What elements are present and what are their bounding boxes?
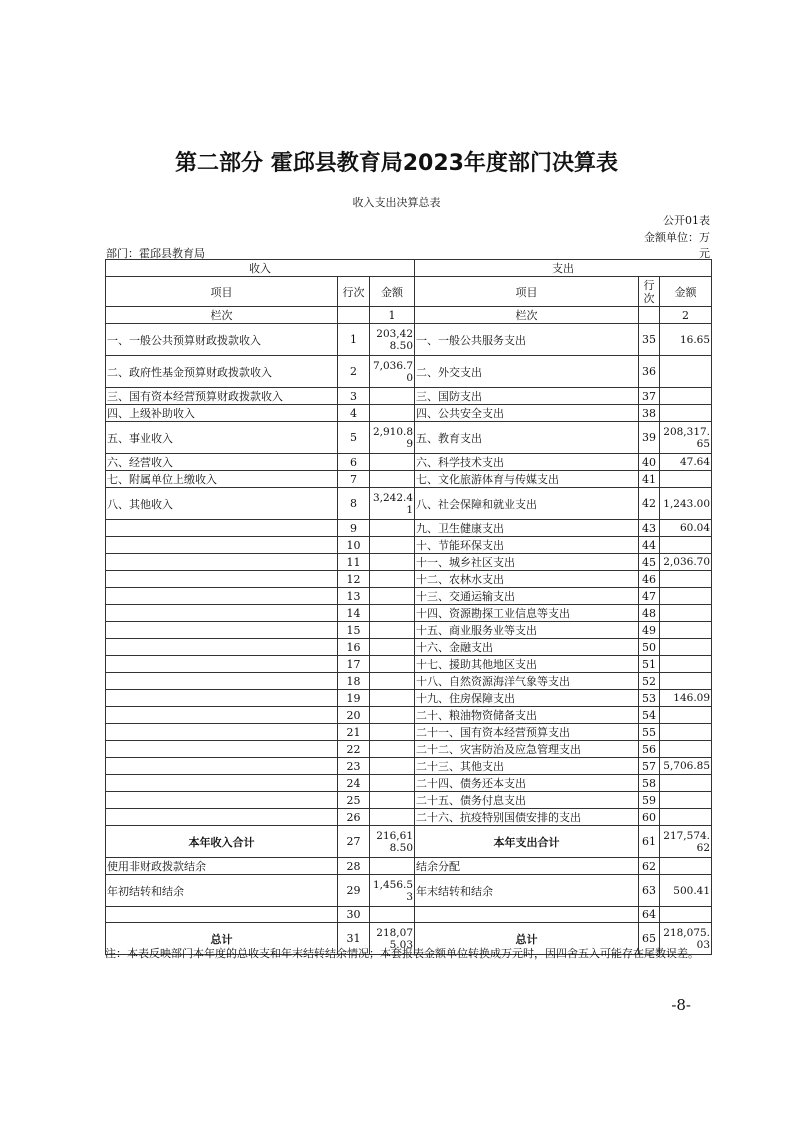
expense-line-no: 50	[639, 639, 660, 656]
expense-line-header: 行 次	[639, 277, 660, 307]
expense-amount: 5,706.85	[660, 758, 712, 775]
income-amount	[370, 537, 415, 554]
expense-total-amount	[660, 907, 712, 923]
income-amount	[370, 471, 415, 488]
income-amount	[370, 724, 415, 741]
expense-amount	[660, 724, 712, 741]
income-line-no: 19	[338, 690, 370, 707]
form-code: 公开01表	[663, 214, 710, 227]
income-amount	[370, 707, 415, 724]
table-row	[106, 588, 712, 605]
income-line-no: 25	[338, 792, 370, 809]
expense-item: 七、文化旅游体育与传媒支出	[415, 471, 639, 488]
table-body	[106, 260, 712, 955]
income-item	[106, 588, 338, 605]
expense-line-no: 57	[639, 758, 660, 775]
income-item	[106, 690, 338, 707]
income-item	[106, 792, 338, 809]
income-line-no: 23	[338, 758, 370, 775]
expense-item: 二十、粮油物资储备支出	[415, 707, 639, 724]
expense-total-line-no: 61	[639, 826, 660, 858]
expense-line-no: 52	[639, 673, 660, 690]
expense-amount	[660, 388, 712, 405]
income-amount	[370, 775, 415, 792]
unit-label: 金额单位：万	[644, 231, 710, 244]
income-amount: 3,242.41	[370, 488, 415, 520]
total-row	[106, 875, 712, 907]
income-total-amount: 218,075.03	[370, 923, 415, 955]
income-amount	[370, 571, 415, 588]
income-line-no: 24	[338, 775, 370, 792]
expense-total-line-no: 63	[639, 875, 660, 907]
income-item	[106, 656, 338, 673]
expense-item: 十五、商业服务业等支出	[415, 622, 639, 639]
expense-total-item: 年末结转和结余	[415, 875, 639, 907]
income-amount	[370, 758, 415, 775]
table-row	[106, 537, 712, 554]
table-row	[106, 809, 712, 826]
income-amount	[370, 405, 415, 422]
expense-line-no: 60	[639, 809, 660, 826]
table-row	[106, 775, 712, 792]
income-amount	[370, 792, 415, 809]
expense-total-item	[415, 907, 639, 923]
table-row	[106, 554, 712, 571]
income-amount-header: 金额	[370, 277, 415, 307]
expense-line-no: 46	[639, 571, 660, 588]
table-row	[106, 622, 712, 639]
expense-item: 十二、农林水支出	[415, 571, 639, 588]
expense-total-item: 本年支出合计	[415, 826, 639, 858]
table-row	[106, 454, 712, 471]
income-line-no: 1	[338, 324, 370, 356]
expense-line-no: 59	[639, 792, 660, 809]
expense-amount	[660, 656, 712, 673]
total-row	[106, 826, 712, 858]
expense-line-no: 54	[639, 707, 660, 724]
income-total-amount: 216,618.50	[370, 826, 415, 858]
income-item: 三、国有资本经营预算财政拨款收入	[106, 388, 338, 405]
income-item	[106, 520, 338, 537]
income-line-no: 6	[338, 454, 370, 471]
expense-line-no: 40	[639, 454, 660, 471]
table-row	[106, 656, 712, 673]
expense-total-amount: 217,574.62	[660, 826, 712, 858]
income-line-no: 8	[338, 488, 370, 520]
income-amount	[370, 605, 415, 622]
expense-amount	[660, 775, 712, 792]
expense-item: 八、社会保障和就业支出	[415, 488, 639, 520]
income-line-no: 22	[338, 741, 370, 758]
expense-line-no: 53	[639, 690, 660, 707]
expense-line-no: 49	[639, 622, 660, 639]
income-amount	[370, 690, 415, 707]
expense-line-no: 51	[639, 656, 660, 673]
expense-total-item: 总计	[415, 923, 639, 955]
income-amount	[370, 454, 415, 471]
expense-header: 支出	[415, 260, 712, 277]
expense-total-amount	[660, 858, 712, 875]
expense-line-no: 44	[639, 537, 660, 554]
income-line-no: 7	[338, 471, 370, 488]
income-line-no: 21	[338, 724, 370, 741]
income-item	[106, 622, 338, 639]
expense-line-no: 45	[639, 554, 660, 571]
income-amount	[370, 520, 415, 537]
income-amount: 203,428.50	[370, 324, 415, 356]
expense-amount	[660, 622, 712, 639]
income-item	[106, 571, 338, 588]
expense-item: 二十一、国有资本经营预算支出	[415, 724, 639, 741]
income-item: 四、上级补助收入	[106, 405, 338, 422]
expense-amount	[660, 537, 712, 554]
income-item	[106, 724, 338, 741]
income-total-line-no: 30	[338, 907, 370, 923]
income-amount	[370, 622, 415, 639]
income-item	[106, 605, 338, 622]
income-item	[106, 809, 338, 826]
expense-amount	[660, 588, 712, 605]
expense-total-line-no: 62	[639, 858, 660, 875]
expense-amount	[660, 605, 712, 622]
expense-total-line-no: 64	[639, 907, 660, 923]
expense-column-index: 栏次	[415, 307, 639, 324]
table-row	[106, 471, 712, 488]
income-amount: 2,910.89	[370, 422, 415, 454]
income-item: 八、其他收入	[106, 488, 338, 520]
expense-amount	[660, 792, 712, 809]
income-item: 一、一般公共预算财政拨款收入	[106, 324, 338, 356]
expense-line-no: 58	[639, 775, 660, 792]
income-line-no: 13	[338, 588, 370, 605]
expense-item: 十三、交通运输支出	[415, 588, 639, 605]
expense-item: 一、一般公共服务支出	[415, 324, 639, 356]
table-row	[106, 605, 712, 622]
table-row	[106, 405, 712, 422]
expense-amount	[660, 471, 712, 488]
income-line-header: 行次	[338, 277, 370, 307]
expense-item: 二、外交支出	[415, 356, 639, 388]
expense-item: 十一、城乡社区支出	[415, 554, 639, 571]
unit-label-cont: 元	[699, 247, 710, 260]
expense-amount: 146.09	[660, 690, 712, 707]
income-item	[106, 537, 338, 554]
footnote: 注：本表反映部门本年度的总收支和年末结转结余情况；本套报表金额单位转换成万元时，因四舍五入可能存在尾数误差。	[105, 947, 699, 960]
income-amount	[370, 656, 415, 673]
income-col1: 1	[370, 307, 415, 324]
income-line-no: 4	[338, 405, 370, 422]
expense-item: 二十三、其他支出	[415, 758, 639, 775]
expense-item: 二十六、抗疫特别国债安排的支出	[415, 809, 639, 826]
expense-amount	[660, 741, 712, 758]
income-item: 七、附属单位上缴收入	[106, 471, 338, 488]
income-total-line-no: 31	[338, 923, 370, 955]
expense-amount	[660, 356, 712, 388]
expense-amount	[660, 639, 712, 656]
table-row	[106, 707, 712, 724]
expense-amount	[660, 673, 712, 690]
income-item	[106, 707, 338, 724]
income-total-line-no: 29	[338, 875, 370, 907]
table-row	[106, 520, 712, 537]
empty-cell	[639, 307, 660, 324]
income-expense-table	[105, 259, 712, 955]
page-number: -8-	[671, 996, 691, 1014]
table-row	[106, 388, 712, 405]
expense-total-amount: 500.41	[660, 875, 712, 907]
expense-amount: 47.64	[660, 454, 712, 471]
expense-item: 十八、自然资源海洋气象等支出	[415, 673, 639, 690]
income-item	[106, 758, 338, 775]
expense-item: 九、卫生健康支出	[415, 520, 639, 537]
income-item	[106, 741, 338, 758]
income-total-amount	[370, 858, 415, 875]
income-line-no: 10	[338, 537, 370, 554]
expense-amount	[660, 707, 712, 724]
expense-item: 十七、援助其他地区支出	[415, 656, 639, 673]
expense-item: 十九、住房保障支出	[415, 690, 639, 707]
income-amount	[370, 741, 415, 758]
income-amount	[370, 588, 415, 605]
income-amount	[370, 809, 415, 826]
total-row	[106, 907, 712, 923]
income-line-no: 11	[338, 554, 370, 571]
table-row	[106, 571, 712, 588]
income-item	[106, 554, 338, 571]
expense-item: 三、国防支出	[415, 388, 639, 405]
income-total-item: 总计	[106, 923, 338, 955]
income-total-item: 使用非财政拨款结余	[106, 858, 338, 875]
expense-total-item: 结余分配	[415, 858, 639, 875]
section-header-row	[106, 260, 712, 277]
income-total-amount: 1,456.53	[370, 875, 415, 907]
expense-amount: 2,036.70	[660, 554, 712, 571]
expense-line-no: 56	[639, 741, 660, 758]
income-item	[106, 775, 338, 792]
expense-amount: 208,317.65	[660, 422, 712, 454]
income-item: 六、经营收入	[106, 454, 338, 471]
expense-line-no: 47	[639, 588, 660, 605]
table-row	[106, 724, 712, 741]
expense-line-no: 41	[639, 471, 660, 488]
expense-item: 六、科学技术支出	[415, 454, 639, 471]
expense-item: 十、节能环保支出	[415, 537, 639, 554]
table-row	[106, 422, 712, 454]
income-line-no: 20	[338, 707, 370, 724]
income-line-no: 12	[338, 571, 370, 588]
income-total-line-no: 28	[338, 858, 370, 875]
expense-line-no: 42	[639, 488, 660, 520]
income-item	[106, 639, 338, 656]
income-item-header: 项目	[106, 277, 338, 307]
empty-cell	[338, 307, 370, 324]
income-total-line-no: 27	[338, 826, 370, 858]
income-item: 五、事业收入	[106, 422, 338, 454]
table-row	[106, 356, 712, 388]
income-total-item: 本年收入合计	[106, 826, 338, 858]
income-total-amount	[370, 907, 415, 923]
income-amount: 7,036.70	[370, 356, 415, 388]
expense-line-no: 35	[639, 324, 660, 356]
expense-col2: 2	[660, 307, 712, 324]
income-item: 二、政府性基金预算财政拨款收入	[106, 356, 338, 388]
income-total-item	[106, 907, 338, 923]
expense-amount	[660, 809, 712, 826]
income-line-no: 2	[338, 356, 370, 388]
income-line-no: 5	[338, 422, 370, 454]
income-amount	[370, 639, 415, 656]
income-line-no: 16	[338, 639, 370, 656]
expense-amount-header: 金额	[660, 277, 712, 307]
income-header: 收入	[106, 260, 415, 277]
expense-amount: 1,243.00	[660, 488, 712, 520]
expense-line-no: 38	[639, 405, 660, 422]
expense-amount: 60.04	[660, 520, 712, 537]
expense-line-no: 48	[639, 605, 660, 622]
expense-line-no: 55	[639, 724, 660, 741]
income-line-no: 17	[338, 656, 370, 673]
expense-item: 十六、金融支出	[415, 639, 639, 656]
table-row	[106, 741, 712, 758]
income-amount	[370, 388, 415, 405]
income-line-no: 14	[338, 605, 370, 622]
column-index-row	[106, 307, 712, 324]
expense-amount: 16.65	[660, 324, 712, 356]
income-amount	[370, 673, 415, 690]
income-amount	[370, 554, 415, 571]
expense-total-line-no: 65	[639, 923, 660, 955]
table-subtitle: 收入支出决算总表	[352, 196, 441, 209]
expense-amount	[660, 405, 712, 422]
table-row	[106, 324, 712, 356]
expense-amount	[660, 571, 712, 588]
expense-total-amount: 218,075.03	[660, 923, 712, 955]
table-row	[106, 488, 712, 520]
income-line-no: 26	[338, 809, 370, 826]
income-column-index: 栏次	[106, 307, 338, 324]
table-row	[106, 639, 712, 656]
department-label: 部门：霍邱县教育局	[106, 247, 205, 260]
expense-item: 十四、资源勘探工业信息等支出	[415, 605, 639, 622]
expense-line-no: 43	[639, 520, 660, 537]
expense-item: 二十四、债务还本支出	[415, 775, 639, 792]
expense-item: 五、教育支出	[415, 422, 639, 454]
table-row	[106, 792, 712, 809]
expense-line-no: 39	[639, 422, 660, 454]
table-row	[106, 690, 712, 707]
expense-item: 二十二、灾害防治及应急管理支出	[415, 741, 639, 758]
income-line-no: 9	[338, 520, 370, 537]
column-header-row	[106, 277, 712, 307]
income-total-item: 年初结转和结余	[106, 875, 338, 907]
income-item	[106, 673, 338, 690]
expense-item: 四、公共安全支出	[415, 405, 639, 422]
expense-item: 二十五、债务付息支出	[415, 792, 639, 809]
income-line-no: 15	[338, 622, 370, 639]
page-title: 第二部分 霍邱县教育局2023年度部门决算表	[175, 151, 618, 176]
total-row	[106, 858, 712, 875]
table-row	[106, 758, 712, 775]
expense-item-header: 项目	[415, 277, 639, 307]
income-line-no: 3	[338, 388, 370, 405]
expense-line-no: 37	[639, 388, 660, 405]
income-line-no: 18	[338, 673, 370, 690]
expense-line-no: 36	[639, 356, 660, 388]
table-row	[106, 673, 712, 690]
